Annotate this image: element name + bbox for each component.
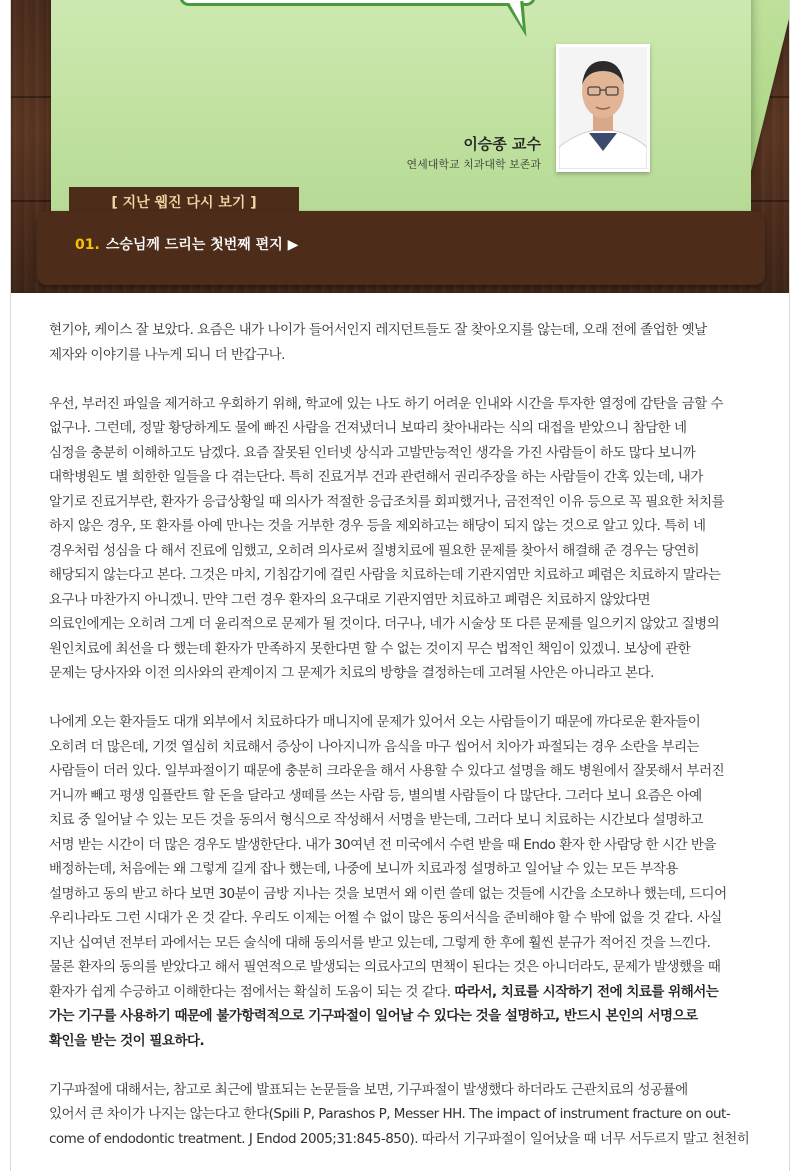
text-line: 있어서 큰 차이가 나지는 않는다고 한다(Spili P, Parashos P, Messer HH. The impact of instrument fracture on out-: [49, 1106, 731, 1122]
paragraph-4: [49, 1078, 759, 1152]
text-line: 서명 받는 시간이 더 많은 경우도 발생한단다. 내가 30여년 전 미국에서 수련 받을 때 Endo 환자 한 사람당 한 시간 반을: [49, 836, 716, 853]
text-line: 우선, 부러진 파일을 제거하고 우회하기 위해, 학교에 있는 나도 하기 어려운 인내와 시간을 투자한 열정에 감탄을 금할 수: [49, 395, 724, 412]
paragraph-1: [49, 318, 759, 367]
text-line: [49, 980, 759, 1005]
text-line: 거니까 빼고 평생 임플란트 할 돈을 달라고 생떼를 쓰는 사람 등, 별의별 사람들이 다 많단다. 그러다 보니 요즘은 아예: [49, 787, 702, 804]
archive-link-label: 스승님께 드리는 첫번째 편지 ▶: [105, 237, 299, 253]
speech-bubble: [179, 0, 536, 6]
text-line: 하지 않은 경우, 또 환자를 아예 만나는 것을 거부한 경우 등을 제외하고는 해당이 되지 않는 것으로 알고 있다. 특히 네: [49, 518, 706, 534]
text-line: 우리나라도 그런 시대가 온 것 같다. 우리도 이제는 어쩔 수 없이 많은 동의서식을 준비해야 할 수 밖에 없을 것 같다. 사실: [49, 910, 722, 926]
text-line: 대학병원도 별 희한한 일들을 다 겪는단다. 특히 진료거부 건과 관련해서 권리주장을 하는 사람들이 간혹 있는데, 내가: [49, 469, 703, 485]
text-line: 사람들이 더러 있다. 일부파절이기 때문에 충분히 크라운을 해서 사용할 수 있다고 설명을 해도 병원에서 잘못해서 부러진: [49, 763, 725, 779]
paragraph-3: [49, 710, 759, 1053]
text-line: 요구나 마찬가지 아니겠니. 만약 그런 경우 환자의 요구대로 기관지염만 치료하고 폐렴은 치료하지 않았다면: [49, 591, 651, 608]
text-line: come of endodontic treatment. J Endod 2005;31:845-850). 따라서 기구파절이 일어났을 때 너무 서두르지 말고 천천히: [49, 1130, 750, 1147]
text-line: 의료인에게는 오히려 그게 더 윤리적으로 문제가 될 것이다. 더구나, 네가 시술상 또 다른 문제를 일으키지 않았고 질병의: [49, 616, 720, 632]
text-line: 오히려 더 많은데, 기껏 열심히 치료해서 증상이 나아지니까 음식을 마구 씹어서 치아가 파절되는 경우 소란을 부리는: [49, 738, 700, 755]
text-line: [49, 1029, 759, 1054]
text-line: 경우처럼 성심을 다 해서 진료에 임했고, 오히려 의사로써 질병치료에 필요한 문제를 찾아서 해결해 준 경우는 당연히: [49, 542, 700, 559]
text-line: 알기로 진료거부란, 환자가 응급상황일 때 의사가 적절한 응급조치를 회피했거나, 금전적인 이유 등으로 꼭 필요한 처치를: [49, 493, 725, 510]
professor-name: 이승종 교수: [463, 135, 541, 153]
text-line: 물론 환자의 동의를 받았다고 해서 필연적으로 발생되는 의료사고의 면책이 된다는 것은 아니더라도, 문제가 발생했을 때: [49, 959, 721, 975]
portrait-image: [559, 47, 647, 169]
text-line: 기구파절에 대해서는, 참고로 최근에 발표되는 논문들을 보면, 기구파절이 발생했다 하더라도 근관치료의 성공률에: [49, 1081, 688, 1098]
text-line: 배정하는데, 처음에는 왜 그렇게 길게 잡나 했는데, 나중에 보니까 치료과정 설명하고 일어날 수 있는 모든 부작용: [49, 861, 678, 877]
text-line: 치료 중 일어날 수 있는 모든 것을 동의서 형식으로 작성해서 서명을 받는데, 그러다 보니 치료하는 시간보다 설명하고: [49, 812, 703, 828]
text-line: 제자와 이야기를 나누게 되니 더 반갑구나.: [49, 346, 285, 363]
professor-affiliation: 연세대학교 치과대학 보존과: [406, 158, 541, 171]
emphasis-text: 가는 기구를 사용하기 때문에 불가항력적으로 기구파절이 일어날 수 있다는 것을 설명하고, 반드시 본인의 서명으로: [49, 1008, 698, 1024]
text-line: 문제는 당사자와 이전 의사와의 관계이지 그 문제가 치료의 방향을 결정하는데 고려될 사안은 아니라고 본다.: [49, 665, 654, 681]
text-line: 설명하고 동의 받고 하다 보면 30분이 금방 지나는 것을 보면서 왜 이런 쓸데 없는 것들에 시간을 소모하나 했는데, 드디어: [49, 885, 727, 902]
text-line: 현기야, 케이스 잘 보았다. 요즘은 내가 나이가 들어서인지 레지던트들도 잘 찾아오지를 않는데, 오래 전에 졸업한 옛날: [49, 322, 707, 338]
text-line: 심정을 충분히 이해하고도 남겠다. 요즘 잘못된 인터넷 상식과 고발만능적인 생각을 가진 사람들이 하도 많다 보니까: [49, 444, 696, 461]
emphasis-text: 확인을 받는 것이 필요하다.: [49, 1032, 205, 1049]
letter-body: [49, 318, 759, 1171]
professor-portrait: [556, 44, 650, 172]
paragraph-2: [49, 392, 759, 686]
text-line: 없구나. 그런데, 정말 황당하게도 물에 빠진 사람을 건져냈더니 보따리 찾아내라는 식의 대접을 받았으니 참담한 네: [49, 420, 687, 436]
text-line: [49, 1004, 759, 1029]
archive-link-number: 01.: [75, 237, 100, 253]
archive-tab-label: [ 지난 웹진 다시 보기 ]: [69, 187, 299, 221]
text-segment: 환자가 쉽게 수긍하고 이해한다는 점에서는 확실히 도움이 되는 것 같다.: [49, 983, 455, 1000]
text-line: 원인치료에 최선을 다 했는데 환자가 만족하지 못한다면 할 수 없는 것이지 무슨 법적인 책임이 있겠니. 보상에 관한: [49, 640, 691, 657]
text-line: 해당되지 않는다고 본다. 그것은 마치, 기침감기에 걸린 사람을 치료하는데 기관지염만 치료하고 폐렴은 치료하지 말라는: [49, 567, 721, 583]
page-frame: [10, 0, 790, 1171]
archive-link-letter-01[interactable]: [75, 234, 298, 254]
text-line: 나에게 오는 환자들도 대개 외부에서 치료하다가 매니지에 문제가 있어서 오는 사람들이기 때문에 까다로운 환자들이: [49, 714, 701, 730]
text-line: 지난 십여년 전부터 과에서는 모든 술식에 대해 동의서를 받고 있는데, 그렇게 한 후에 훨씬 분규가 적어진 것을 느낀다.: [49, 934, 711, 951]
emphasis-text: 따라서, 치료를 시작하기 전에 치료를 위해서는: [454, 983, 719, 1000]
header-banner: [11, 0, 789, 293]
